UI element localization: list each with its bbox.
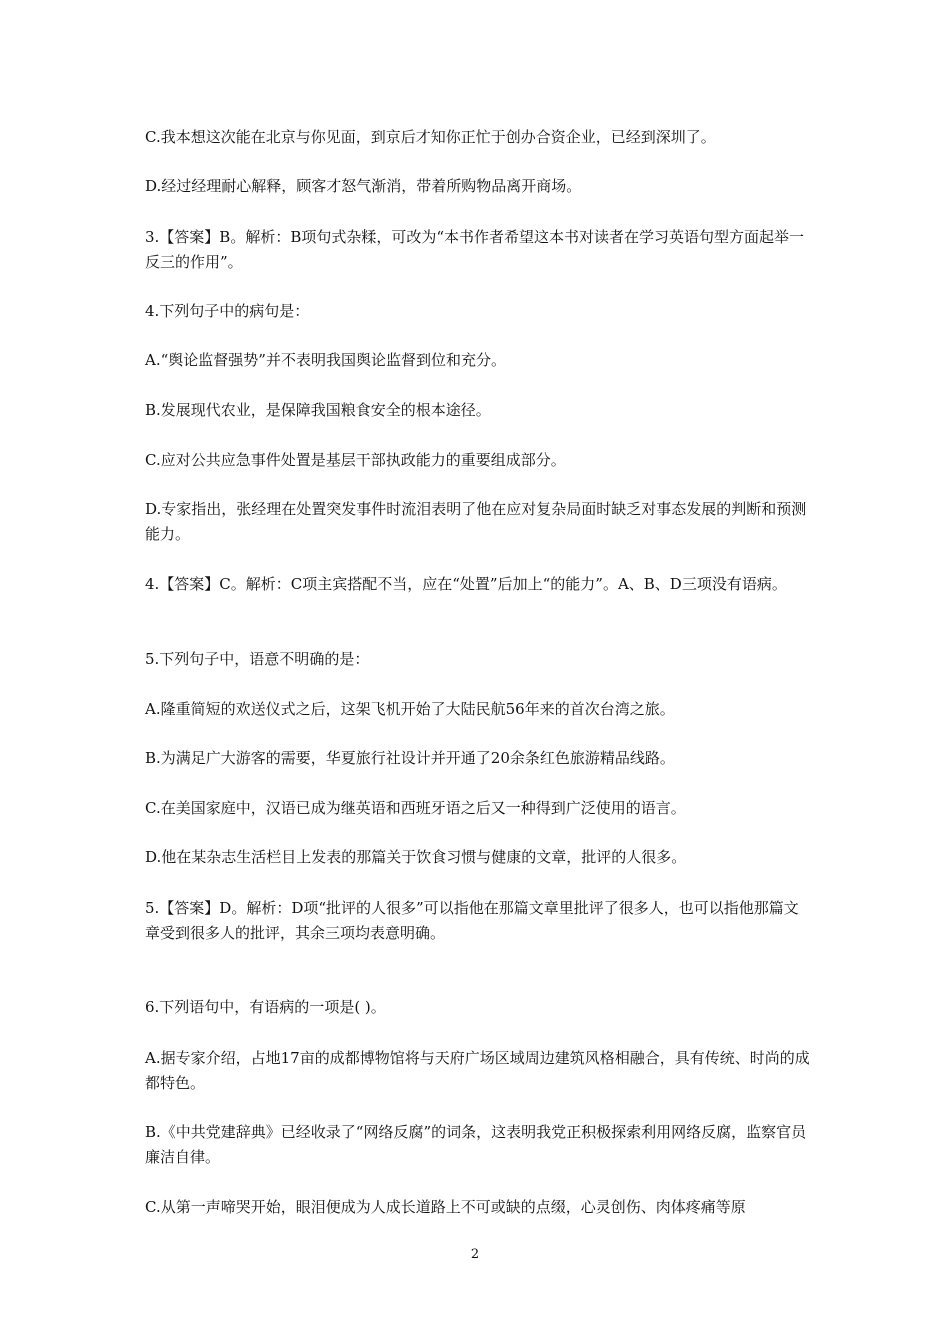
option-c-q6: C.从第一声啼哭开始，眼泪便成为人成长道路上不可或缺的点缀，心灵创伤、肉体疼痛等原	[145, 1198, 746, 1216]
option-a-q4: A.“舆论监督强势”并不表明我国舆论监督到位和充分。	[145, 351, 506, 369]
option-b-q6: B.《中共党建辞典》已经收录了“网络反腐”的词条，这表明我党正积极探索利用网络反腐，监察官员廉洁自律。	[145, 1123, 807, 1166]
answer-q3: 3.【答案】B。解析：B项句式杂糅，可改为“本书作者希望这本书对读者在学习英语句型方面起举一反三的作用”。	[145, 228, 805, 271]
question-6: 6.下列语句中，有语病的一项是( )。	[145, 998, 386, 1016]
option-b-q5: B.为满足广大游客的需要，华夏旅行社设计并开通了20余条红色旅游精品线路。	[145, 749, 675, 767]
option-b-q4: B.发展现代农业，是保障我国粮食安全的根本途径。	[145, 401, 491, 419]
option-d-q5: D.他在某杂志生活栏目上发表的那篇关于饮食习惯与健康的文章，批评的人很多。	[145, 848, 687, 866]
question-5: 5.下列句子中，语意不明确的是：	[145, 650, 370, 668]
option-c-q5: C.在美国家庭中，汉语已成为继英语和西班牙语之后又一种得到广泛使用的语言。	[145, 799, 686, 817]
answer-q4: 4.【答案】C。解析：C项主宾搭配不当，应在“处置”后加上“的能力”。A、B、D三项没有语病。	[145, 575, 787, 593]
option-a-q5: A.隆重简短的欢送仪式之后，这架飞机开始了大陆民航56年来的首次台湾之旅。	[145, 700, 675, 718]
option-d-q2: D.经过经理耐心解释，顾客才怒气渐消，带着所购物品离开商场。	[145, 177, 582, 195]
question-4: 4.下列句子中的病句是：	[145, 302, 310, 320]
answer-q5: 5.【答案】D。解析：D项“批评的人很多”可以指他在那篇文章里批评了很多人，也可以指他那篇文章受到很多人的批评，其余三项均表意明确。	[145, 899, 799, 942]
option-d-q4: D.专家指出，张经理在处置突发事件时流泪表明了他在应对复杂局面时缺乏对事态发展的判断和预测能力。	[145, 500, 807, 543]
option-a-q6: A.据专家介绍，占地17亩的成都博物馆将与天府广场区域周边建筑风格相融合，具有传统、时尚的成都特色。	[145, 1049, 810, 1092]
option-c-q4: C.应对公共应急事件处置是基层干部执政能力的重要组成部分。	[145, 451, 566, 469]
option-c-q2: C.我本想这次能在北京与你见面，到京后才知你正忙于创办合资企业，已经到深圳了。	[145, 128, 716, 146]
page-number: 2	[470, 1247, 480, 1262]
